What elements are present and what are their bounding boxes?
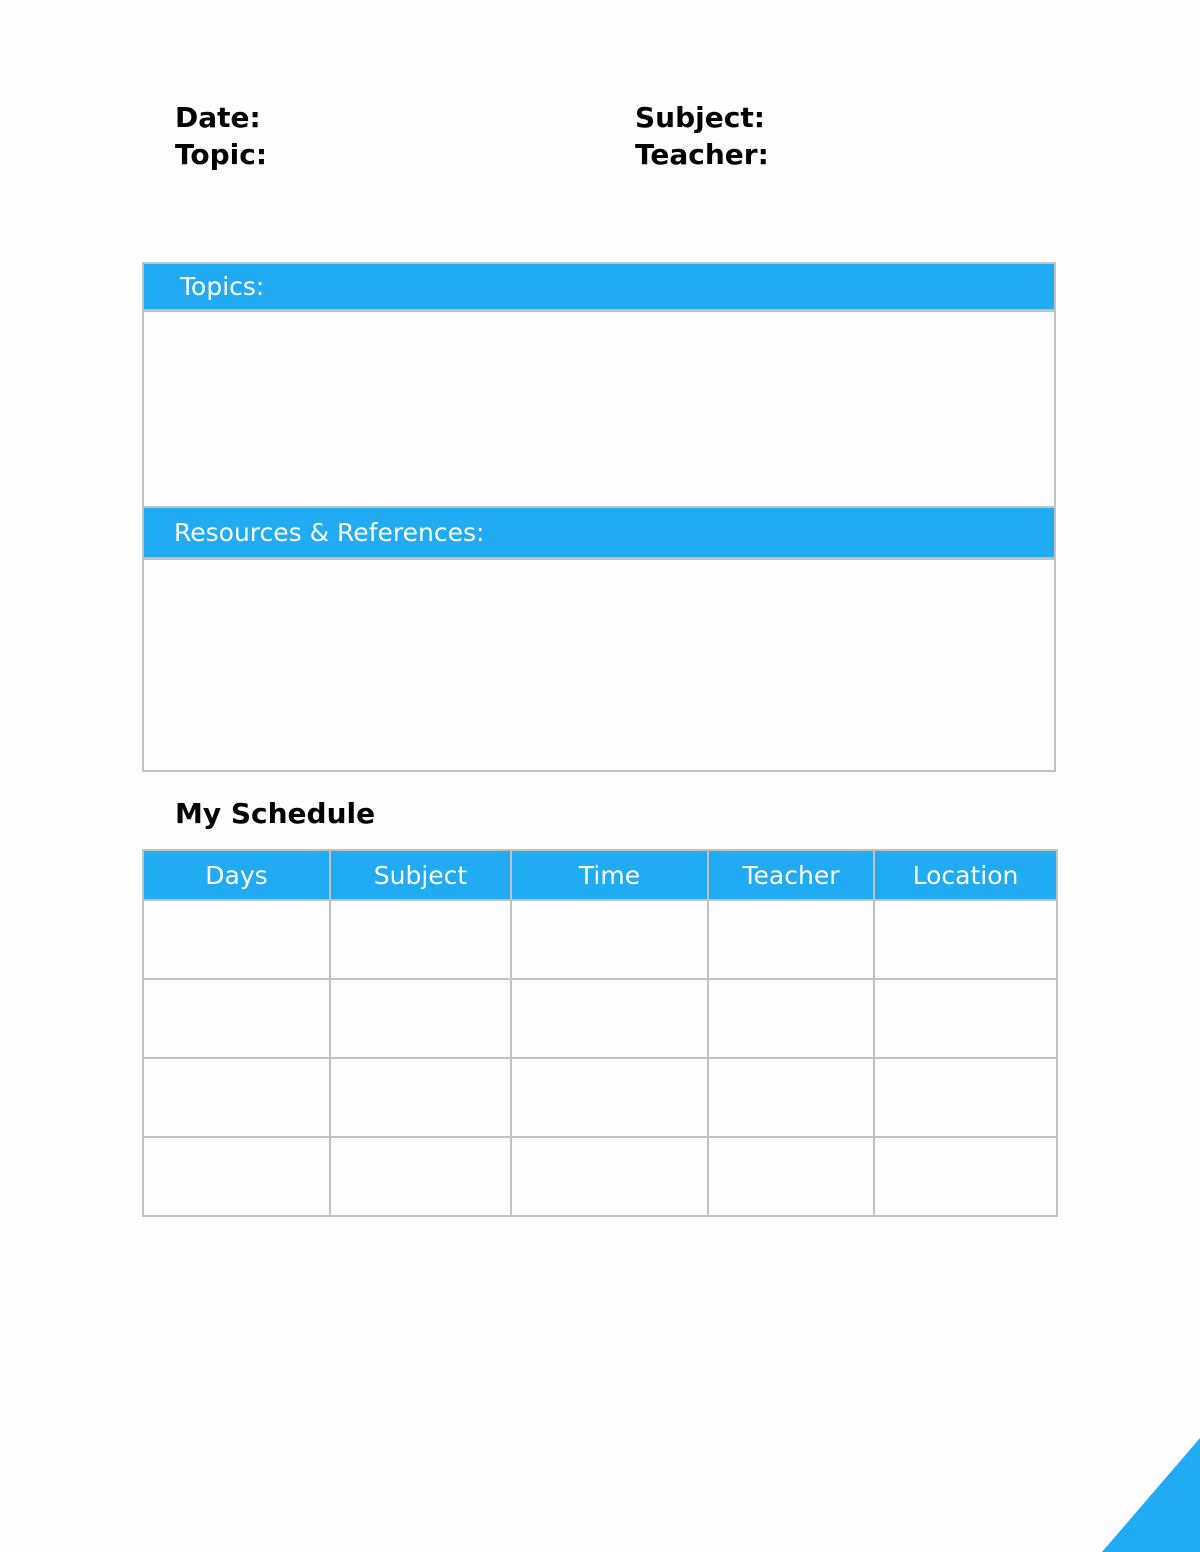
resources-content-area[interactable] [144,560,1054,770]
schedule-cell-time[interactable] [511,900,708,979]
column-header-days: Days [143,850,330,900]
schedule-cell-location[interactable] [874,979,1057,1058]
topics-resources-box [142,262,1056,772]
topics-header [144,264,1054,312]
schedule-cell-teacher[interactable] [708,900,874,979]
schedule-cell-teacher[interactable] [708,1137,874,1216]
schedule-cell-location[interactable] [874,1137,1057,1216]
table-row [143,1058,1057,1137]
table-row [143,900,1057,979]
resources-header [144,506,1054,560]
schedule-cell-location[interactable] [874,1058,1057,1137]
subject-label: Subject: [635,101,765,134]
schedule-cell-teacher[interactable] [708,979,874,1058]
resources-header-label: Resources & References: [174,518,485,547]
topics-header-label: Topics: [180,272,265,301]
date-label: Date: [175,101,261,134]
schedule-cell-time[interactable] [511,1058,708,1137]
schedule-cell-teacher[interactable] [708,1058,874,1137]
schedule-cell-days[interactable] [143,979,330,1058]
schedule-cell-location[interactable] [874,900,1057,979]
schedule-cell-time[interactable] [511,1137,708,1216]
schedule-cell-subject[interactable] [330,979,511,1058]
schedule-table [142,849,1058,1217]
topics-content-area[interactable] [144,315,1054,506]
schedule-title: My Schedule [175,797,376,830]
corner-triangle [1102,1438,1200,1552]
schedule-header-row [143,850,1057,900]
schedule-cell-days[interactable] [143,1058,330,1137]
column-header-location: Location [874,850,1057,900]
schedule-cell-time[interactable] [511,979,708,1058]
schedule-cell-days[interactable] [143,1137,330,1216]
schedule-cell-subject[interactable] [330,900,511,979]
column-header-subject: Subject [330,850,511,900]
schedule-cell-days[interactable] [143,900,330,979]
table-row [143,979,1057,1058]
teacher-label: Teacher: [635,138,769,171]
schedule-cell-subject[interactable] [330,1058,511,1137]
column-header-teacher: Teacher [708,850,874,900]
schedule-cell-subject[interactable] [330,1137,511,1216]
table-row [143,1137,1057,1216]
topic-label: Topic: [175,138,268,171]
column-header-time: Time [511,850,708,900]
